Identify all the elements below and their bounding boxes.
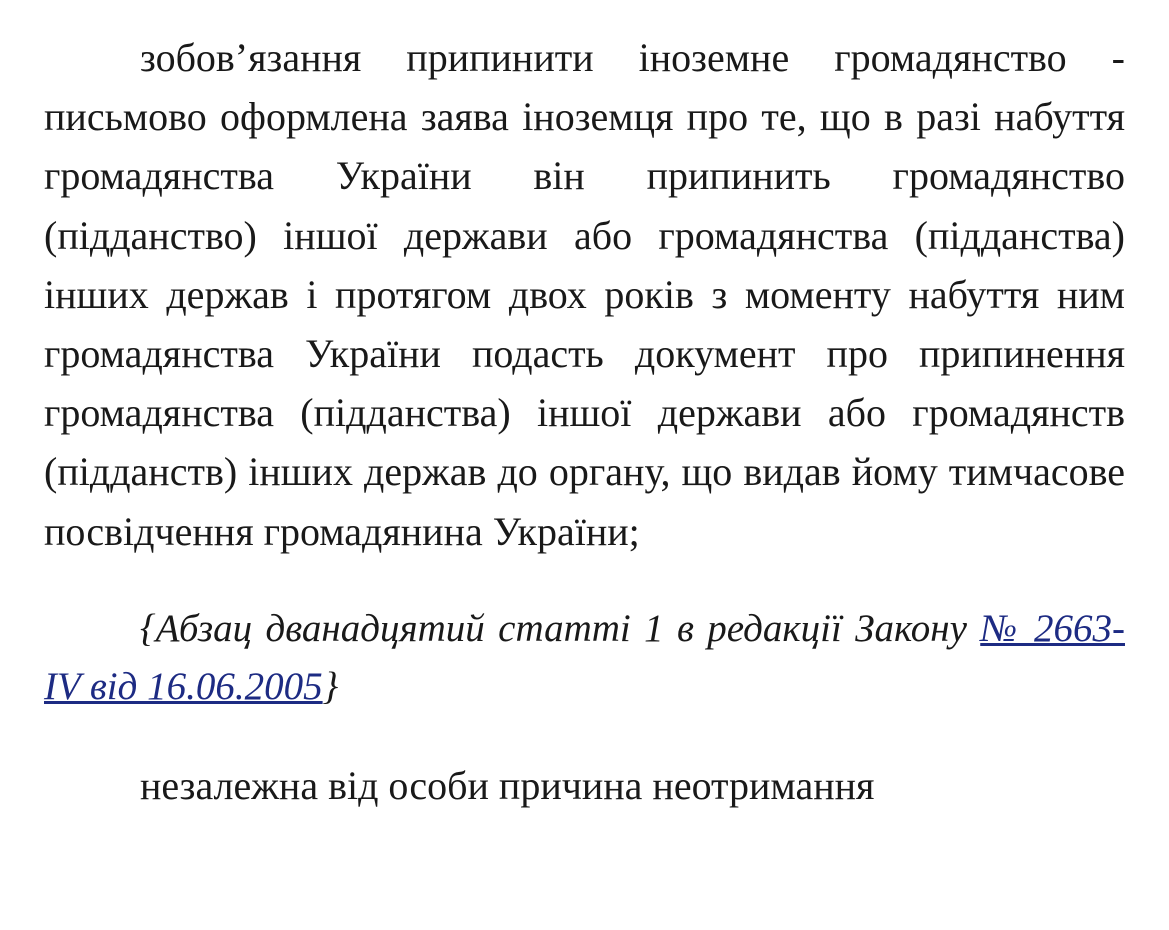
paragraph-next-text: незалежна від особи причина неотримання [140,762,875,808]
amendment-note-suffix: } [322,665,339,709]
amendment-note [44,600,1125,717]
paragraph-obligation-text: зобов’язання припинити іноземне громадянство - письмово оформлена заява іноземця про те, що в разі набуття громадянства України він припинить громадянство (підданство) іншої держави або громадянства (підданства) інших держав і протягом двох років з моменту набуття ним громадянства України подасть документ про припинення громадянства (підданства) іншої держави або громадянств (підданств) інших держав до органу, що видав йому тимчасове посвідчення громадянина України; [44,35,1125,554]
paragraph-obligation [44,28,1125,561]
paragraph-next [44,756,1125,815]
amendment-note-prefix: {Абзац дванадцятий статті 1 в редакції Закону [140,606,981,650]
law-reference-link[interactable]: № 2663-IV від 16.06.2005 [44,606,1125,709]
